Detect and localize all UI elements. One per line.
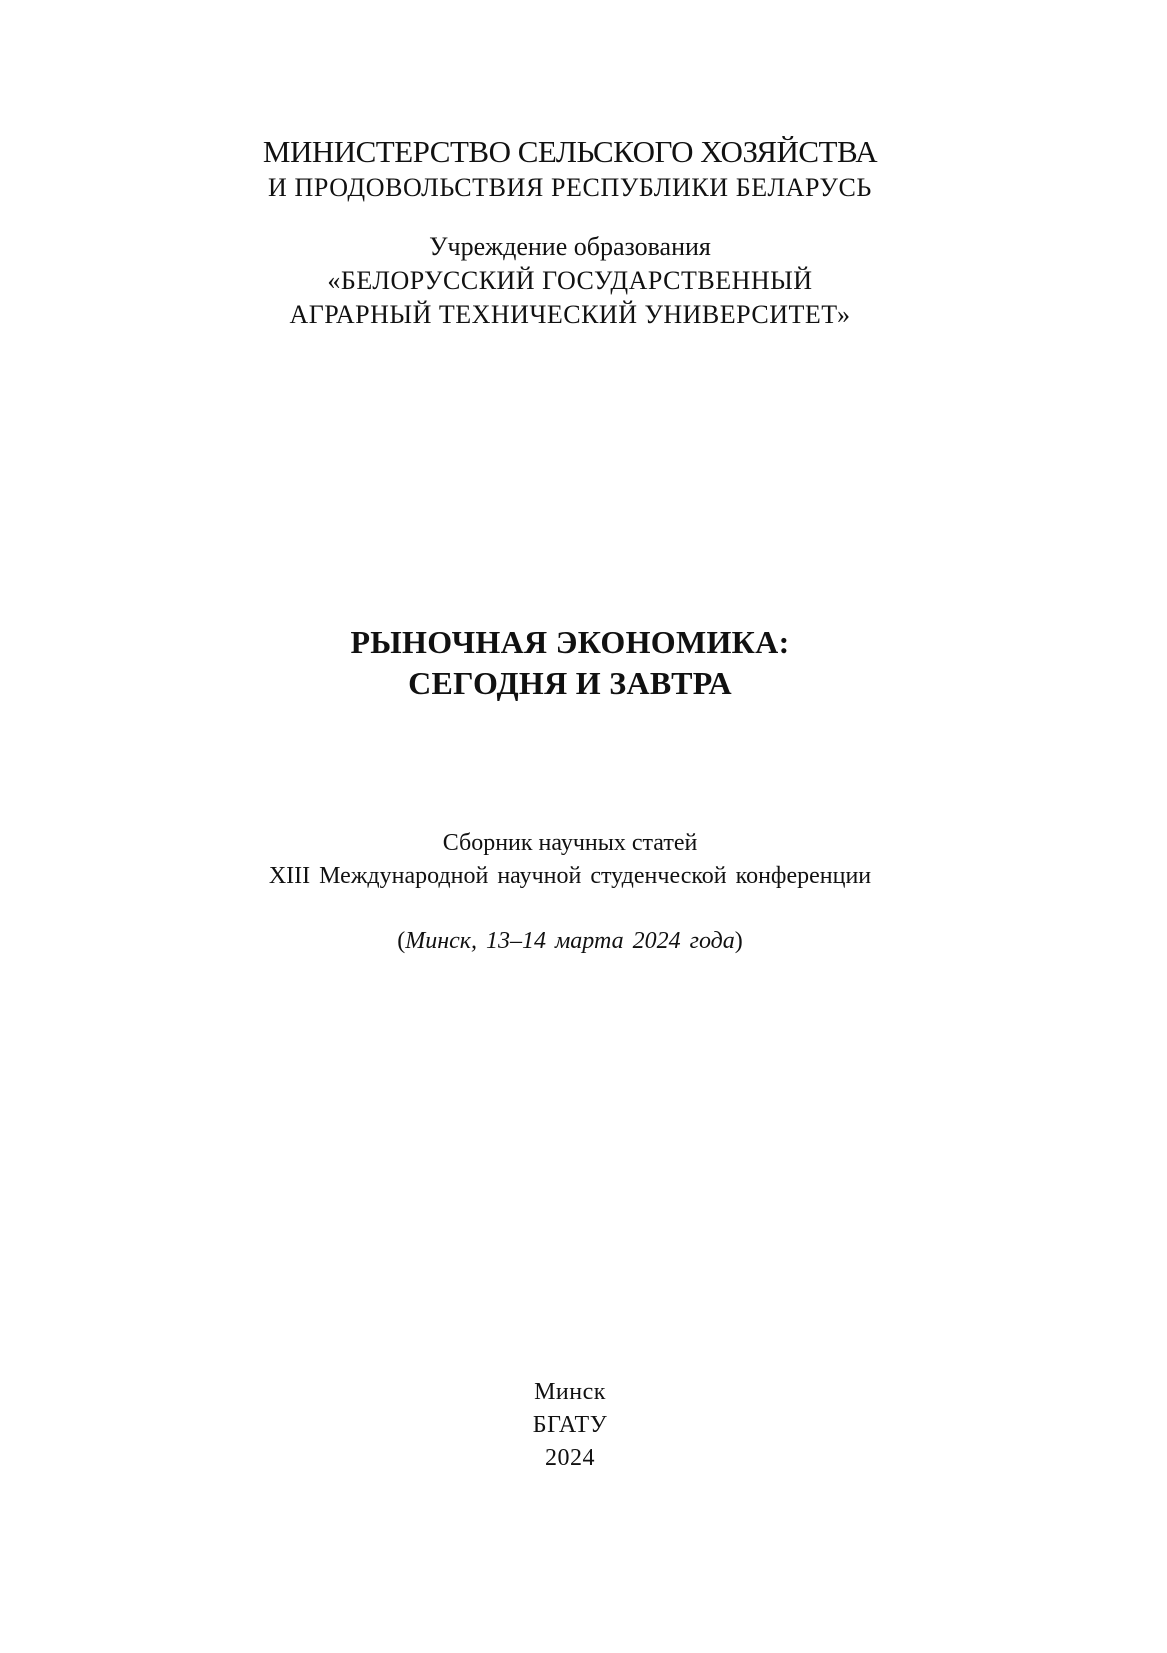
imprint-year: 2024 [545, 1445, 595, 1471]
collection-line-1: Сборник научных статей [442, 830, 698, 856]
conference-dates [0, 925, 1140, 957]
collection-line-2: XIII Международной научной студенческой конференции [268, 863, 872, 889]
open-paren: ( [397, 928, 406, 954]
imprint-publisher: БГАТУ [532, 1412, 608, 1438]
institution-line-2: «БЕЛОРУССКИЙ ГОСУДАРСТВЕННЫЙ [327, 266, 813, 295]
ministry-line-2: И ПРОДОВОЛЬСТВИЯ РЕСПУБЛИКИ БЕЛАРУСЬ [268, 173, 872, 202]
conference-dates-text: Минск, 13–14 марта 2024 года [405, 928, 735, 954]
imprint [0, 1376, 1140, 1475]
book-title-line-1: РЫНОЧНАЯ ЭКОНОМИКА: [350, 624, 790, 660]
book-title-line-2: СЕГОДНЯ И ЗАВТРА [408, 665, 732, 701]
ministry-line-1: МИНИСТЕРСТВО СЕЛЬСКОГО ХОЗЯЙСТВА [262, 134, 878, 169]
book-title [0, 622, 1140, 704]
institution-line-3: АГРАРНЫЙ ТЕХНИЧЕСКИЙ УНИВЕРСИТЕТ» [289, 300, 851, 329]
imprint-city: Минск [534, 1379, 606, 1405]
ministry-heading [0, 133, 1140, 205]
close-paren: ) [734, 928, 743, 954]
collection-description [0, 827, 1140, 893]
institution-heading [0, 230, 1140, 332]
institution-line-1: Учреждение образования [429, 232, 711, 261]
